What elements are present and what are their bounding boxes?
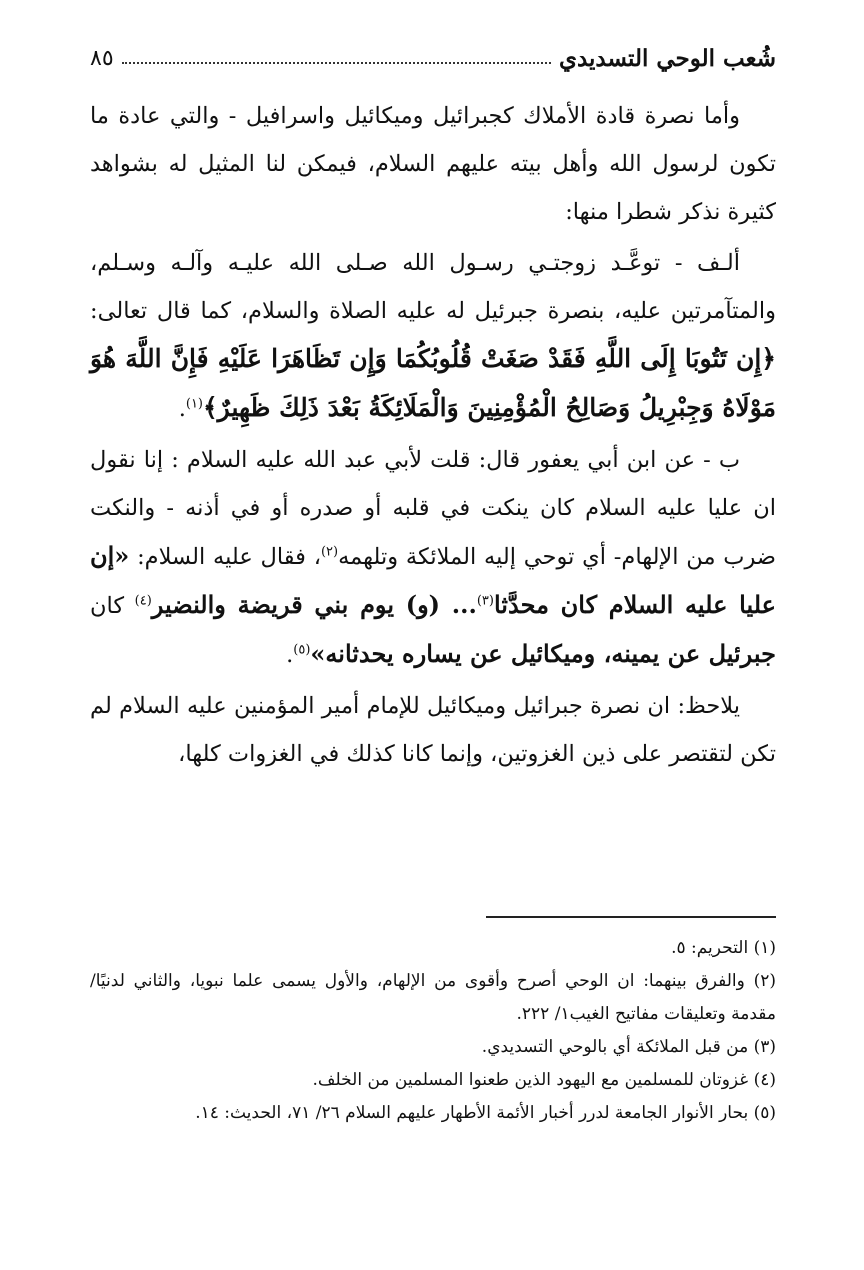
footnote-1: (١) التحريم: ٥. bbox=[671, 938, 776, 958]
footnote-2: (٢) والفرق بينهما: ان الوحي أصرح وأقوى من الإلهام، والأول يسمى علما نبويا، والثاني لدنيًا/ مقدمة وتعليقات مفاتيح الغيب١/ ٢٢٢. bbox=[90, 971, 776, 1024]
dotted-leader bbox=[122, 62, 551, 64]
paragraph-intro: وأما نصرة قادة الأملاك كجبرائيل وميكائيل واسرافيل - والتي عادة ما تكون لرسول الله وأهل بيته عليهم السلام، فيمكن لنا المثيل له بشواهد كثيرة نذكر شطرا منها: bbox=[90, 103, 776, 225]
footnote-divider bbox=[486, 916, 776, 918]
footnote-3: (٣) من قبل الملائكة أي بالوحي التسديدي. bbox=[481, 1037, 776, 1057]
narration-text-2: ، فقال عليه السلام: bbox=[129, 544, 321, 570]
hadith-quote-2: ... (و) يوم بني قريضة والنضير bbox=[151, 590, 477, 619]
paragraph-note: يلاحظ: ان نصرة جبرائيل وميكائيل للإمام أمير المؤمنين عليه السلام لم تكن لتقتصر على ذين الغزوتين، وإنما كانا كذلك في الغزوات كلها، bbox=[90, 693, 776, 767]
quran-verse: ﴿إِن تَتُوبَا إِلَى اللَّهِ فَقَدْ صَغَتْ قُلُوبُكُمَا وَإِن تَظَاهَرَا عَلَيْهِ فَإِنَّ اللَّهَ هُوَ مَوْلَاهُ وَجِبْرِيلُ وَصَالِحُ الْمُؤْمِنِينَ وَالْمَلَائِكَةُ بَعْدَ ذَلِكَ ظَهِيرٌ﴾ bbox=[90, 344, 776, 422]
period: . bbox=[178, 396, 186, 422]
page-number: ٨٥ bbox=[90, 45, 114, 71]
footnote-5: (٥) بحار الأنوار الجامعة لدرر أخبار الأئمة الأطهار عليهم السلام ٢٦/ ٧١، الحديث: ١٤. bbox=[195, 1103, 776, 1123]
hadith-quote-1: «إن عليا عليه السلام كان محدَّثا bbox=[90, 541, 776, 619]
running-title: شُعب الوحي التسديدي bbox=[558, 44, 776, 72]
paragraph-alif-text: ألـف - توعَّـد زوجتـي رسـول الله صـلى الله عليـه وآلـه وسـلم، والمتآمرتين عليه، بنصرة جبرئيل له عليه الصلاة والسلام، كما قال تعالى: bbox=[90, 250, 776, 324]
footnote-ref-5: (٥) bbox=[293, 642, 311, 658]
narration-text: ب - عن ابن أبي يعفور قال: قلت لأبي عبد الله عليه السلام : إنا نقول ان عليا عليه السلام كان ينكت في قلبه أو صدره أو في أذنه - والنكت ضرب من الإلهام- أي توحي إليه الملائكة وتلهمه bbox=[90, 447, 776, 570]
footnote-ref-1: (١) bbox=[185, 396, 203, 412]
footnote-ref-4: (٤) bbox=[134, 593, 152, 609]
page-header bbox=[90, 38, 776, 78]
main-text bbox=[90, 92, 776, 781]
period-2: . bbox=[286, 642, 294, 668]
footnote-4: (٤) غزوتان للمسلمين مع اليهود الذين طعنوا المسلمين من الخلف. bbox=[312, 1070, 776, 1090]
narration-text-3: كان bbox=[90, 593, 135, 619]
footnotes bbox=[90, 932, 776, 1130]
paragraph-ba bbox=[90, 436, 776, 679]
footnote-ref-3: (٣) bbox=[476, 593, 494, 609]
hadith-quote-3: جبرئيل عن يمينه، وميكائيل عن يساره يحدثانه» bbox=[310, 639, 776, 668]
paragraph-alif bbox=[90, 239, 776, 433]
footnote-ref-2: (٢) bbox=[320, 544, 339, 560]
